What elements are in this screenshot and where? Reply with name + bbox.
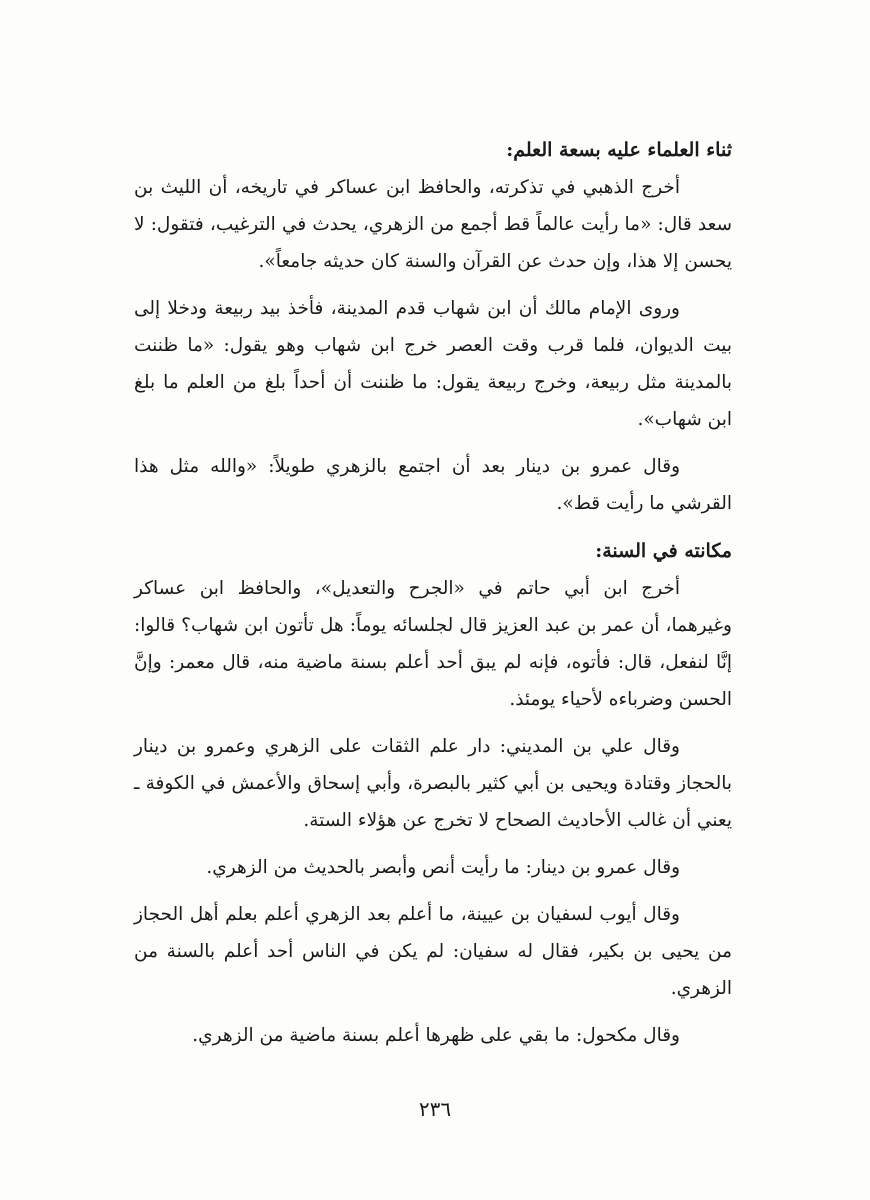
paragraph: أخرج ابن أبي حاتم في «الجرح والتعديل»، والحافظ ابن عساكر وغيرهما، أن عمر بن عبد العزيز قال لجلسائه يوماً: هل تأتون ابن شهاب؟ قالوا: إنَّا لنفعل، قال: فأتوه، فإنه لم يبق أحد أعلم بسنة ماضية منه، قال معمر: وإنَّ الحسن وضرباءه لأحياء يومئذ. [134,578,732,710]
section-heading-praise: ثناء العلماء عليه بسعة العلم: [506,139,732,161]
paragraph: وقال عمرو بن دينار: ما رأيت أنص وأبصر بالحديث من الزهري. [206,857,680,878]
paragraph: وقال عمرو بن دينار بعد أن اجتمع بالزهري طويلاً: «والله مثل هذا القرشي ما رأيت قط». [134,456,732,514]
paragraph: وروى الإمام مالك أن ابن شهاب قدم المدينة، فأخذ بيد ربيعة ودخلا إلى بيت الديوان، فلما قرب وقت العصر خرج ابن شهاب وهو يقول: «ما ظننت بالمدينة مثل ربيعة، وخرج ربيعة يقول: ما ظننت أن أحداً بلغ من العلم ما بلغ ابن شهاب». [134,298,732,430]
paragraph: وقال مكحول: ما بقي على ظهرها أعلم بسنة ماضية من الزهري. [192,1025,680,1046]
page-number: ٢٣٦ [418,1097,452,1121]
section-heading-sunnah-status: مكانته في السنة: [595,540,732,562]
paragraph: وقال أيوب لسفيان بن عيينة، ما أعلم بعد الزهري أعلم بعلم أهل الحجاز من يحيى بن بكير، فقال له سفيان: لم يكن في الناس أحد أعلم بالسنة من الزهري. [134,904,732,999]
paragraph: وقال علي بن المديني: دار علم الثقات على الزهري وعمرو بن دينار بالحجاز وقتادة ويحيى بن أبي كثير بالبصرة، وأبي إسحاق والأعمش في الكوفة ـ يعني أن غالب الأحاديث الصحاح لا تخرج عن هؤلاء الستة. [134,736,732,831]
paragraph: أخرج الذهبي في تذكرته، والحافظ ابن عساكر في تاريخه، أن الليث بن سعد قال: «ما رأيت عالماً قط أجمع من الزهري، يحدث في الترغيب، فتقول: لا يحسن إلا هذا، وإن حدث عن القرآن والسنة كان حديثه جامعاً». [134,177,732,272]
